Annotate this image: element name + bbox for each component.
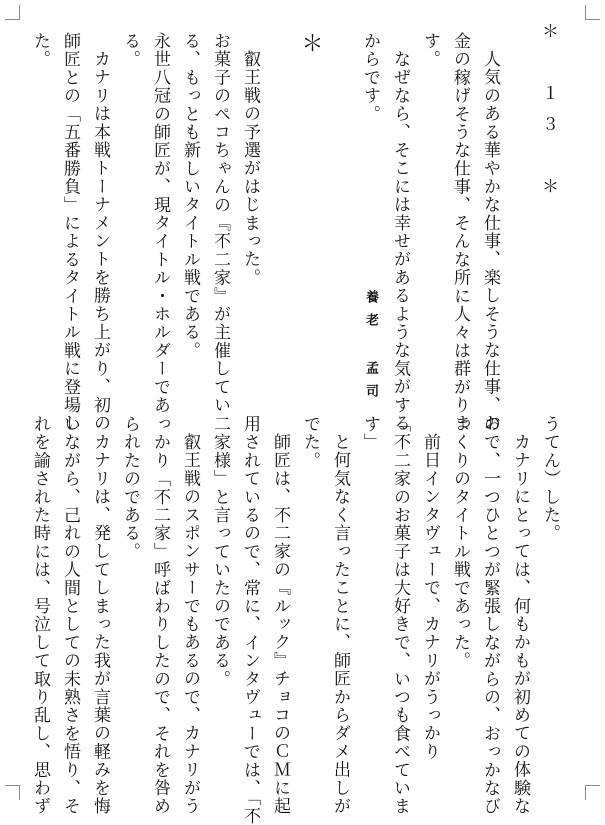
- text-column: でた。: [300, 415, 320, 470]
- text-column: カナリは、発してしまった我が言葉の軽みを悔: [90, 433, 110, 816]
- text-column: っかり「不二家」呼ばわりしたので、それを咎め: [150, 415, 170, 816]
- text-column: と何気なく言ったことに、師匠からダメ出しが: [330, 433, 350, 816]
- text-column: る。: [120, 32, 140, 69]
- text-column: 前日インタヴューで、カナリがうっかり: [420, 433, 440, 761]
- text-column: 叡王戦のスポンサーでもあるので、カナリがう: [180, 433, 200, 816]
- crop-mark-bottom-right: [585, 785, 600, 800]
- text-column: 金の稼げそうな仕事、そんな所に人々は群がりま: [450, 32, 470, 433]
- text-column: れを諭された時には、号泣して取り乱し、思わず: [30, 415, 50, 816]
- text-column: 人気のある華やかな仕事、楽しそうな仕事、お: [480, 50, 500, 433]
- text-column: 永世八冠の師匠が、現タイトル・ホルダーであ: [150, 32, 170, 415]
- text-column: カナリは本戦トーナメントを勝ち上がり、初の: [90, 50, 110, 433]
- crop-mark-top-right: [585, 5, 600, 20]
- text-column: なぜなら、そこには幸せがあるような気がする: [390, 50, 410, 433]
- text-column: カナリにとっては、何もかもが初めての体験な: [510, 433, 530, 816]
- text-column: す。: [420, 32, 440, 69]
- crop-mark-bottom-left: [5, 785, 20, 800]
- separator-asterisk: ＊: [298, 32, 323, 56]
- text-column: からです。: [360, 32, 380, 123]
- text-column: 師匠との「五番勝負」によるタイトル戦に登場し: [60, 32, 80, 433]
- text-column: 「不二家のお菓子は大好きで、いつも食べていま: [390, 415, 410, 816]
- text-column: す」: [360, 415, 380, 452]
- text-column: ので、一つひとつが緊張しながらの、おっかなび: [480, 415, 500, 816]
- text-column: られたのである。: [120, 415, 140, 561]
- text-column: る、もっとも新しいタイトル戦である。: [180, 32, 200, 360]
- text-column: 師匠は、不二家の『ルック』チョコのＣＭに起: [270, 433, 290, 816]
- text-column: 二家様」と言っていたのである。: [210, 415, 230, 688]
- author-name: 養老 孟司: [363, 290, 378, 407]
- text-column: っくりのタイトル戦であった。: [450, 415, 470, 670]
- text-column: いながら、己れの人間としての未熟さを悟り、そ: [60, 415, 80, 816]
- text-column: うてん）した。: [540, 415, 560, 543]
- text-column: 用されているので、常に、インタヴューでは、「不: [240, 415, 260, 825]
- text-column: 叡王戦の予選がはじまった。: [240, 50, 260, 287]
- text-column: た。: [30, 32, 50, 69]
- section-heading: ＊ １３ ＊: [538, 22, 558, 208]
- text-column: お菓子のペコちゃんの『不二家』が主催してい: [210, 32, 230, 415]
- crop-mark-top-left: [5, 5, 20, 20]
